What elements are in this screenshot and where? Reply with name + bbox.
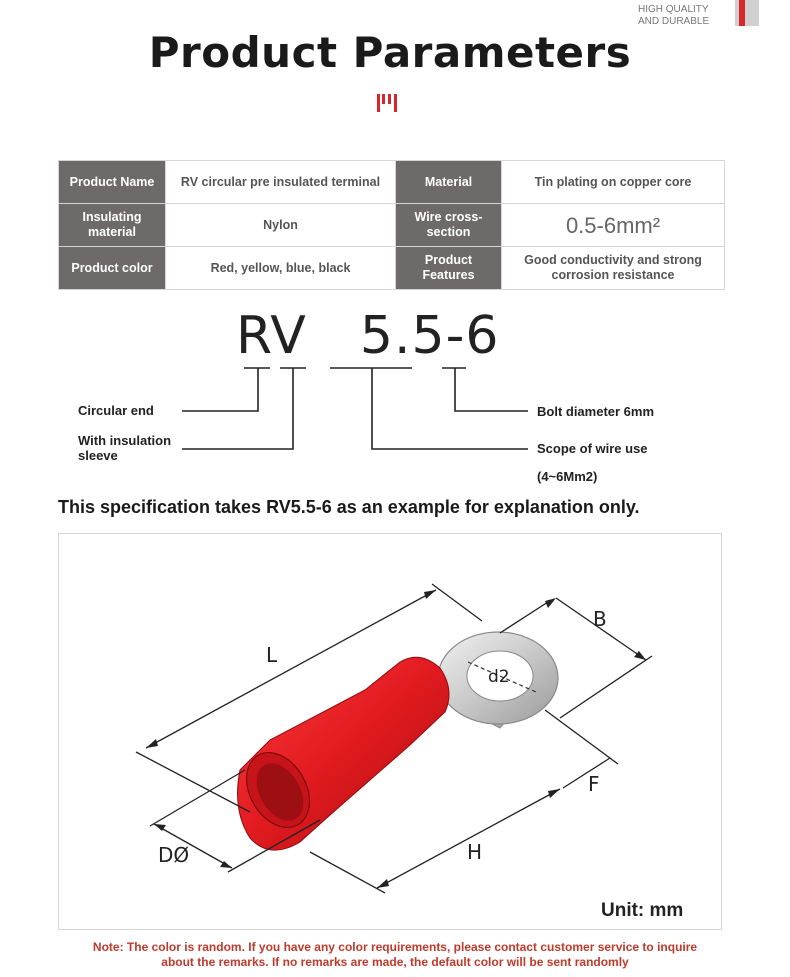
spec-note: This specification takes RV5.5-6 as an example for explanation only. bbox=[58, 497, 640, 517]
brand-line-1: HIGH QUALITY bbox=[638, 4, 709, 15]
color-note bbox=[40, 940, 750, 969]
param-label: Wire cross-section bbox=[396, 204, 502, 247]
page-title: Product Parameters bbox=[148, 28, 632, 77]
param-label: Insulating material bbox=[59, 204, 166, 247]
param-value: Good conductivity and strong corrosion resistance bbox=[502, 247, 725, 290]
model-code-suffix: 5.5-6 bbox=[359, 306, 500, 366]
param-value: RV circular pre insulated terminal bbox=[166, 161, 396, 204]
color-note-line-1: Note: The color is random. If you have any color requirements, please contact customer service to inquire bbox=[92, 940, 698, 954]
param-label: Material bbox=[396, 161, 502, 204]
dimension-D-label: DØ bbox=[158, 843, 190, 867]
param-value: Nylon bbox=[166, 204, 396, 247]
unit-label: Unit: mm bbox=[601, 900, 684, 921]
dimension-d2-label: d2 bbox=[488, 667, 510, 687]
color-note-line-2: about the remarks. If no remarks are made, the default color will be sent randomly bbox=[161, 954, 629, 969]
param-label: Product Features bbox=[396, 247, 502, 290]
model-code-prefix: RV bbox=[236, 306, 307, 366]
dimension-B-label: B bbox=[593, 607, 607, 631]
param-value: Red, yellow, blue, black bbox=[166, 247, 396, 290]
label-bolt-diameter: Bolt diameter 6mm bbox=[537, 404, 655, 419]
label-wire-scope-range: (4~6Mm2) bbox=[537, 469, 598, 484]
param-value: Tin plating on copper core bbox=[502, 161, 725, 204]
label-circular-end: Circular end bbox=[78, 403, 154, 418]
brand-line-2: AND DURABLE bbox=[638, 16, 710, 27]
dimension-H-label: H bbox=[467, 840, 483, 864]
dimension-L-label: L bbox=[266, 643, 278, 667]
label-wire-scope: Scope of wire use bbox=[537, 441, 648, 456]
param-value: 0.5-6mm² bbox=[502, 204, 725, 247]
insulation-sleeve-icon bbox=[234, 657, 449, 850]
label-insulation-sleeve: With insulation sleeve bbox=[78, 433, 172, 463]
param-label: Product Name bbox=[59, 161, 166, 204]
param-label: Product color bbox=[59, 247, 166, 290]
dimension-F-label: F bbox=[588, 772, 600, 796]
